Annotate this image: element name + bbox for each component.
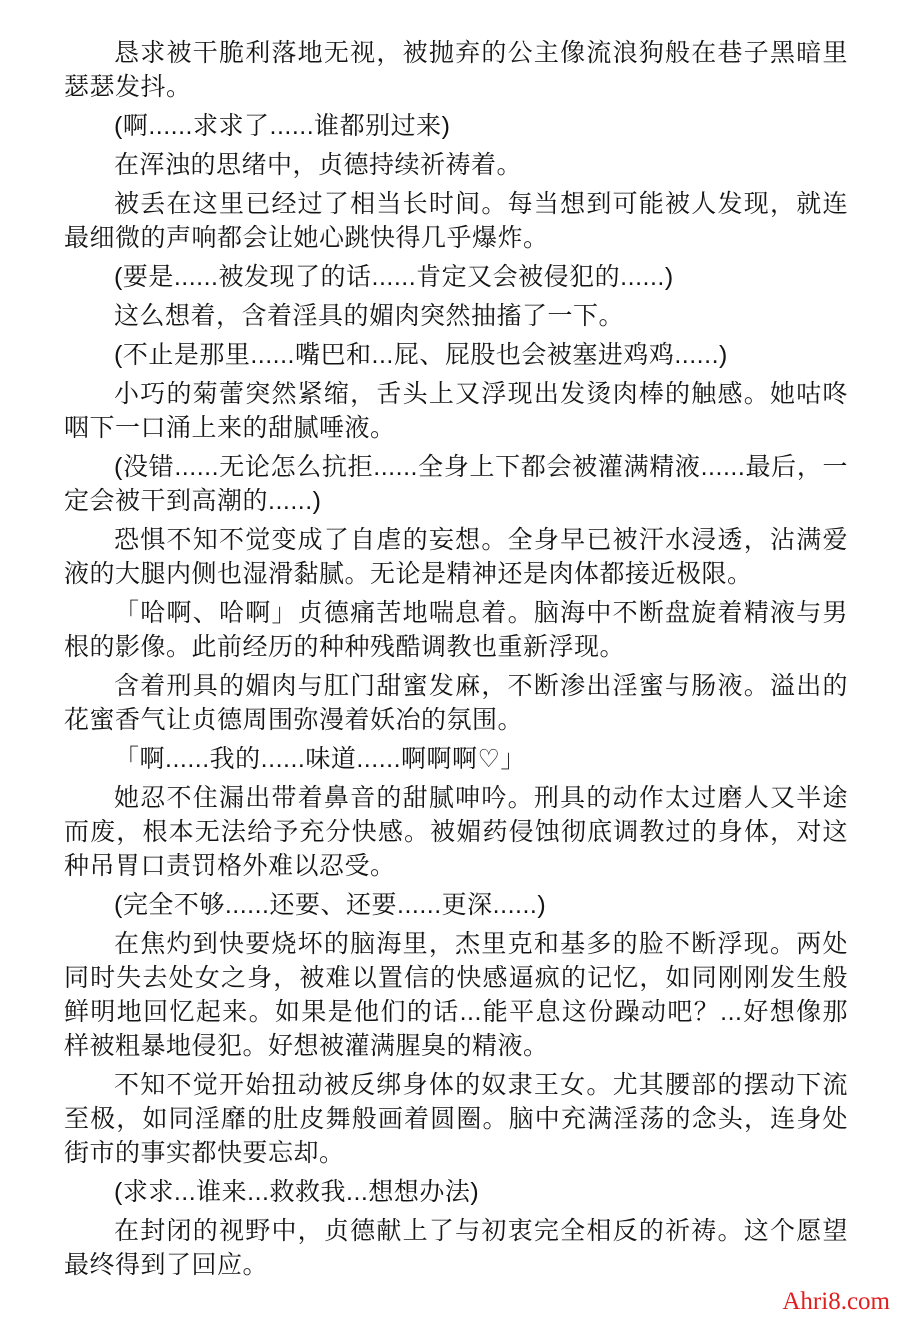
paragraph: (完全不够......还要、还要......更深......) bbox=[114, 891, 547, 919]
paragraph: 「哈啊、哈啊」贞德痛苦地喘息着。脑海中不断盘旋着精液与男根的影像。此前经历的种种残酷调教也重新浮现。 bbox=[64, 599, 848, 661]
paragraph: 恳求被干脆利落地无视，被抛弃的公主像流浪狗般在巷子黑暗里瑟瑟发抖。 bbox=[64, 39, 848, 101]
document-body bbox=[64, 36, 848, 1287]
paragraph: (不止是那里......嘴巴和...屁、屁股也会被塞进鸡鸡......) bbox=[114, 341, 728, 369]
paragraph: 在封闭的视野中，贞德献上了与初衷完全相反的祈祷。这个愿望最终得到了回应。 bbox=[64, 1217, 848, 1279]
paragraph: 她忍不住漏出带着鼻音的甜腻呻吟。刑具的动作太过磨人又半途而废，根本无法给予充分快感。被媚药侵蚀彻底调教过的身体，对这种吊胃口责罚格外难以忍受。 bbox=[64, 784, 848, 880]
paragraph: 含着刑具的媚肉与肛门甜蜜发麻，不断渗出淫蜜与肠液。溢出的花蜜香气让贞德周围弥漫着妖冶的氛围。 bbox=[64, 672, 848, 734]
watermark: Ahri8.com bbox=[782, 1288, 890, 1315]
paragraph: (没错......无论怎么抗拒......全身上下都会被灌满精液......最后，一定会被干到高潮的......) bbox=[64, 453, 848, 515]
paragraph: 「啊......我的......味道......啊啊啊♡」 bbox=[114, 745, 526, 773]
paragraph: 在浑浊的思绪中，贞德持续祈祷着。 bbox=[114, 151, 523, 179]
paragraph: 被丢在这里已经过了相当长时间。每当想到可能被人发现，就连最细微的声响都会让她心跳快得几乎爆炸。 bbox=[64, 190, 848, 252]
paragraph: (求求...谁来...救救我...想想办法) bbox=[114, 1178, 480, 1206]
paragraph: (啊......求求了......谁都别过来) bbox=[114, 112, 451, 140]
paragraph: 这么想着，含着淫具的媚肉突然抽搐了一下。 bbox=[114, 302, 625, 330]
paragraph: 恐惧不知不觉变成了自虐的妄想。全身早已被汗水浸透，沾满爱液的大腿内侧也湿滑黏腻。无论是精神还是肉体都接近极限。 bbox=[64, 526, 848, 588]
paragraph: (要是......被发现了的话......肯定又会被侵犯的......) bbox=[114, 263, 674, 291]
paragraph: 小巧的菊蕾突然紧缩，舌头上又浮现出发烫肉棒的触感。她咕咚咽下一口涌上来的甜腻唾液。 bbox=[64, 380, 848, 442]
paragraph: 不知不觉开始扭动被反绑身体的奴隶王女。尤其腰部的摆动下流至极，如同淫靡的肚皮舞般画着圆圈。脑中充满淫荡的念头，连身处街市的事实都快要忘却。 bbox=[64, 1071, 848, 1167]
paragraph: 在焦灼到快要烧坏的脑海里，杰里克和基多的脸不断浮现。两处同时失去处女之身，被难以置信的快感逼疯的记忆，如同刚刚发生般鲜明地回忆起来。如果是他们的话...能平息这份躁动吧？...好想像那样被粗暴地侵犯。好想被灌满腥臭的精液。 bbox=[64, 930, 848, 1060]
